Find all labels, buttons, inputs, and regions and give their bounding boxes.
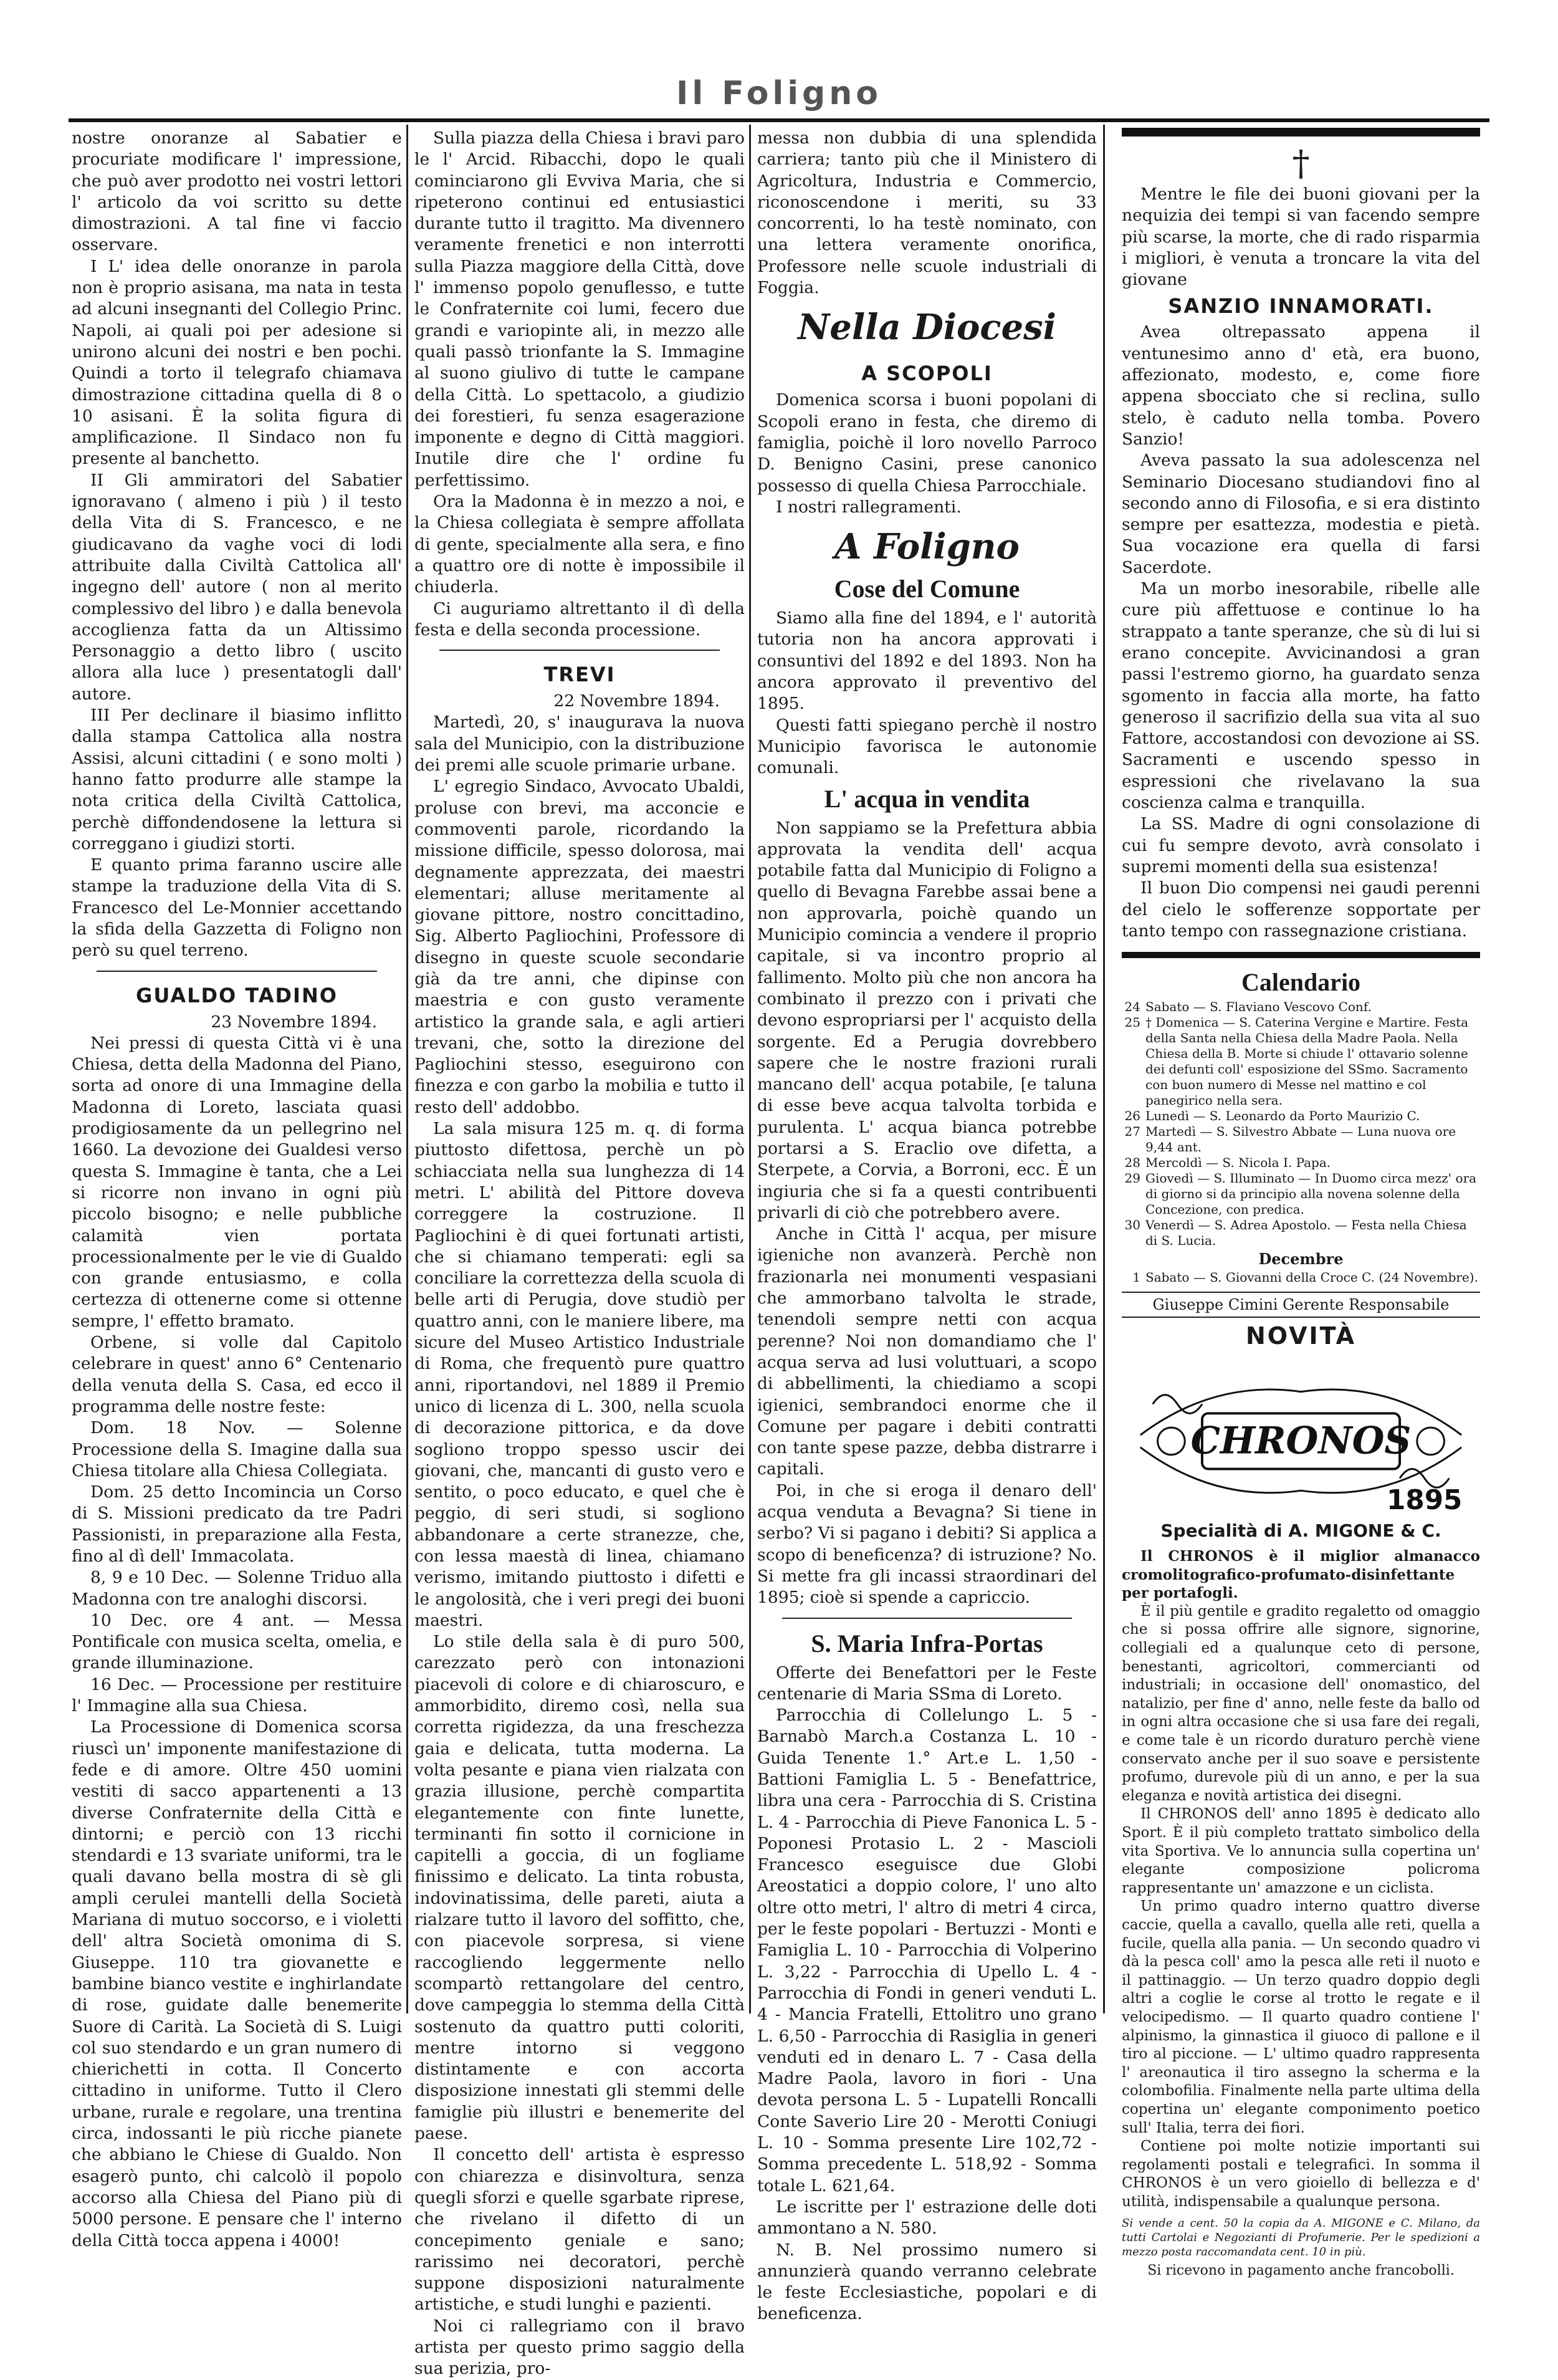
subsection-heading-acqua: L' acqua in vendita — [824, 784, 1030, 813]
paragraph: nostre onoranze al Sabatier e procuriate modificare l' impressione, che può aver prodotto nei vostri lettori l' articolo da voi scritto su dette dimostrazioni. A tal fine vi faccio osservare. — [72, 128, 402, 255]
calendar-row — [1122, 1270, 1480, 1285]
paragraph: Ora la Madonna è in mezzo a noi, e la Chiesa collegiata è sempre affollata di gente, specialmente alla sera, e fino a quattro ore di notte è impossibile il chiuderla. — [414, 492, 745, 597]
divider — [782, 1618, 1072, 1619]
paragraph: La sala misura 125 m. q. di forma piuttosto difettosa, perchè un pò schiacciata nella sua lunghezza di 14 metri. L' abilità del Pittore doveva correggere la costruzione. Il Pagliochini è di quei fortunati artisti, che si chiamano temperati: egli sa conciliare la correttezza della scuola di belle arti di Perugia, dove studiò per quattro anni, con le maniere libere, ma sicure del Museo Artistico Industriale di Roma, che frequentò pure quattro anni, riportandovi, nel 1889 il Premio unico di licenza di L. 300, nella scuola di decorazione pittorica, e da dove sogliono troppo spesso uscir dei giovani, che, mancanti di gusto vero e sentito, o poco educato, e quel che è peggio, di seri studi, si sogliono abbandonare a certe stranezze, che, con lessa maestà di linea, chiamano verismo, imitando piuttosto i difetti e le angolosità, che i veri pregi dei buoni maestri. — [414, 1119, 745, 1630]
calendar-text: Mercoldì — S. Nicola I. Papa. — [1145, 1155, 1331, 1171]
chronos-logo-graphic — [1128, 1354, 1474, 1516]
column-rule — [1103, 125, 1105, 2013]
column-rule — [749, 125, 751, 2013]
section-heading-trevi: TREVI — [543, 663, 616, 687]
paragraph: Sulla piazza della Chiesa i bravi paro le l' Arcid. Ribacchi, dopo le quali cominciarono gli Evviva Maria, che si ripeterono continui ed entusiastici durante tutto il tragitto. Ma divennero veramente frenetici e non interrotti sulla Piazza maggiore della Città, dove l' immenso popolo genuflesso, e tutte le Confraternite coi lumi, fecero due grandi e variopinte ali, in mezzo alle quali passò trionfante la S. Immagine al suono giulivo di tutte le campane della Città. Lo spettacolo, a giudizio dei forestieri, fu senza esagerazione imponente e degno di Città maggiori. Inutile dire che l' ordine fu perfettissimo. — [414, 128, 745, 490]
paragraph: Questi fatti spiegano perchè il nostro Municipio favorisca le autonomie comunali. — [757, 715, 1097, 778]
calendar-text: Venerdì — S. Adrea Apostolo. — Festa nella Chiesa di S. Lucia. — [1145, 1217, 1467, 1249]
calendar-day: 27 — [1124, 1124, 1140, 1140]
paragraph: Orbene, si volle dal Capitolo celebrare in quest' anno 6° Centenario della venuta della S. Casa, ed ecco il programma delle nostre feste: — [72, 1333, 402, 1416]
dateline: 23 Novembre 1894. — [211, 1012, 377, 1032]
paragraph: Mentre le file dei buoni giovani per la nequizia dei tempi si van facendo sempre più scarse, la morte, che di rado risparmia i migliori, è venuta a troncare la vita del giovane — [1122, 185, 1480, 290]
section-heading-foligno: A Foligno — [834, 526, 1020, 568]
masthead-title: Il Foligno — [676, 75, 882, 112]
calendar-day: 29 — [1124, 1171, 1140, 1186]
paragraph: Il buon Dio compensi nei gaudi perenni del cielo le sofferenze sopportate per tanto tempo con rassegnazione cristiana. — [1122, 878, 1480, 941]
paragraph: Il concetto dell' artista è espresso con chiarezza e disinvoltura, senza quegli sforzi e quelle sgarbate riprese, che rivelano il difetto di un concepimento geniale e sano; rarissimo nei decoratori, perchè suppone disposizioni naturalmente artistiche, e studi lunghi e pazienti. — [414, 2145, 745, 2315]
paragraph: Dom. 18 Nov. — Solenne Processione della S. Imagine dalla sua Chiesa titolare alla Chiesa Collegiata. — [72, 1418, 402, 1480]
paragraph: È il più gentile e gradito regaletto od omaggio che si possa offrire alle signore, signorine, collegiali ed a qualunque ceto di persone, benestanti, agricoltori, commercianti od industriali; in occasione dell' onomastico, del natalizio, per fine d' anno, nelle feste da ballo od in ogni altra occasione che si usa fare dei regali, e come tale è un ricordo duraturo perchè viene conservato anche per il suo soave e persistente profumo, durevole più di un anno, e per la sua eleganza e novità artistica dei disegni. — [1122, 1603, 1480, 1804]
paragraph: 10 Dec. ore 4 ant. — Messa Pontificale con musica scelta, omelia, e grande illuminazione. — [72, 1610, 402, 1673]
paragraph: L' egregio Sindaco, Avvocato Ubaldi, proluse con brevi, ma acconcie e commoventi parole, ricordando la missione difficile, spesso dolorosa, mai degnamente apprezzata, dei maestri elementari; alluse meritamente al giovane pittore, nostro concittadino, Sig. Alberto Pagliochini, Professore di disegno in queste scuole secondarie già da tre anni, che dipinse con maestria e con gusto veramente artistico la grande sala, e agli artieri trevani, che, sotto la direzione del Pagliochini stesso, eseguirono con finezza e con garbo la mobilia e tutto il resto dell' addobbo. — [414, 777, 745, 1117]
paragraph: Nei pressi di questa Città vi è una Chiesa, detta della Madonna del Piano, sorta ad onore di una Immagine della Madonna di Loreto, lasciata quasi prodigiosamente da un pellegrino nel 1660. La devozione dei Gualdesi verso questa S. Immagine è tanta, che a Lei si ricorre non invano in ogni più piccolo bisogno; e nelle pubbliche calamità vien portata processionalmente per le vie di Gualdo con grande entusiasmo, e colla certezza di ottenerne come si ottenne sempre, l' effetto bramato. — [72, 1033, 402, 1331]
column-3 — [757, 128, 1097, 2324]
calendar-text: † Domenica — S. Caterina Vergine e Martire. Festa della Santa nella Chiesa della Madre Paola. Nella Chiesa della B. Morte si chiude l' ottavario solenne dei defunti coll' esposizione del SSmo. Sacramento con buon numero di Messe nel mattino e col panegirico nella sera. — [1145, 1015, 1469, 1108]
calendar-month: Decembre — [1258, 1250, 1344, 1269]
ad-fineprint: Si vende a cent. 50 la copia da A. MIGONE e C. Milano, da tutti Cartolai e Negozianti di Profumerie. Per le spedizioni a mezzo posta raccomandata cent. 10 in più. — [1122, 2217, 1480, 2259]
paragraph: Avea oltrepassato appena il ventunesimo anno d' età, era buono, affezionato, modesto, e, come fiore appena sbocciato che si reclina, sullo stelo, è caduto nella tomba. Povero Sanzio! — [1122, 322, 1480, 449]
paragraph: E quanto prima faranno uscire alle stampe la traduzione della Vita di S. Francesco del Le-Monnier accettando la sfida della Gazzetta di Foligno non però su quel terreno. — [72, 855, 402, 961]
paragraph: La SS. Madre di ogni consolazione di cui fu sempre devoto, avrà consolato i supremi momenti della sua esistenza! — [1122, 814, 1480, 876]
paragraph: N. B. Nel prossimo numero si annunzierà quando verranno celebrate le feste Ecclesiastiche, popolari e di beneficenza. — [757, 2240, 1097, 2324]
ad-subheading: Specialità di A. MIGONE & C. — [1160, 1520, 1441, 1542]
paragraph: II Gli ammiratori del Sabatier ignoravano ( almeno i più ) il testo della Vita di S. Francesco, e ne giudicavano da vaghe voci di lodi attribuite dalla Civiltà Cattolica all' ingegno dell' autore ( non al merito complessivo del libro ) e dalla benevola accoglienza fatta da un Altissimo Personaggio a detto libro ( uscito allora alla luce ) presentatogli dall' autore. — [72, 470, 402, 704]
logo-word: CHRONOS — [1190, 1419, 1412, 1463]
paragraph: Le iscritte per l' estrazione delle doti ammontano a N. 580. — [757, 2197, 1097, 2238]
dateline: 22 Novembre 1894. — [553, 691, 720, 711]
paragraph: La Processione di Domenica scorsa riuscì un' imponente manifestazione di fede e di amore. Oltre 450 uomini vestiti di sacco appartenenti a 13 diverse Confraternite della Città e dintorni; e perciò con 13 ricchi stendardi e 13 svariate uniformi, tra le quali davano bella mostra di sè gli ampli cerulei mantelli della Società Mariana di mutuo soccorso, e i violetti dell' altra Società omonima di S. Giuseppe. 110 tra giovanette e bambine bianco vestite e inghirlandate di rose, guidate dalle benemerite Suore di Carità. La Società di S. Luigi col suo stendardo e un gran numero di chierichetti in cotta. Il Concerto cittadino in uniforme. Tutto il Clero urbane, rurale e regolare, una trentina circa, indossanti le più ricche pianete che abbiano le Chiese di Gualdo. Non esagerò punto, chi calcolò il popolo accorso alla Chiesa del Piano più di 5000 persone. E pensare che l' interno della Città tocca appena i 4000! — [72, 1717, 402, 2250]
paragraph: Noi ci rallegriamo con il bravo artista per questo primo saggio della sua perizia, pro- — [414, 2316, 745, 2379]
mourning-band — [1122, 128, 1480, 137]
paragraph: I L' idea delle onoranze in parola non è proprio asisana, ma nata in testa ad alcuni insegnanti del Collegio Princ. Napoli, ai quali poi per adesione si unirono alcuni dei nostri e ben pochi. Quindi a torto il telegrafo chiamava dimostrazione cittadina quella di 8 o 10 asisani. È la solita figura di amplificazione. Il Sindaco non fu presente al banchetto. — [72, 256, 402, 469]
ad-heading: NOVITÀ — [1245, 1322, 1356, 1350]
section-heading-diocesi: Nella Diocesi — [798, 307, 1056, 348]
calendar-row — [1122, 1155, 1480, 1171]
ad-footer: Si ricevono in pagamento anche francobolli. — [1147, 2263, 1455, 2279]
paragraph: Siamo alla fine del 1894, e l' autorità tutoria non ha ancora approvati i consuntivi del 1892 e del 1893. Non ha ancora approvato il preventivo del 1895. — [757, 608, 1097, 714]
calendar-day: 24 — [1124, 999, 1140, 1015]
calendar-row — [1122, 1108, 1480, 1124]
paragraph: Non sappiamo se la Prefettura abbia approvata la vendita dell' acqua potabile fatta dal Municipio di Foligno a quello di Bevagna Farebbe assai bene a non approvarla, poichè quando un Municipio comincia a vendere il proprio capitale, si va incontro proprio al fallimento. Molto più che non ancora ha combinato il prezzo con i privati che devono espropriarsi per l' acquisto della sorgente. Ed a Perugia dovrebbero sapere che le nostre frazioni rurali mancano dell' acqua potabile, [e taluna di esse beve acqua talvolta torbida e purulenta. L' acqua bianca potrebbe portarsi a S. Eraclio ove difetta, a Sterpete, a Corvia, a Borroni, ecc. È un ingiuria che si fa a questi contribuenti privarli di ciò che potrebbero avere. — [757, 818, 1097, 1222]
paragraph: Domenica scorsa i buoni popolani di Scopoli erano in festa, che diremo di famiglia, poichè il loro novello Parroco D. Benigno Casini, prese canonico possesso di quella Chiesa Parrocchiale. — [757, 390, 1097, 496]
calendar-day: 25 — [1124, 1015, 1140, 1030]
divider — [97, 971, 377, 972]
calendar-text: Sabato — S. Giovanni della Croce C. (24 Novembre). — [1145, 1270, 1478, 1285]
calendar — [1122, 999, 1480, 1285]
calendar-day: 28 — [1124, 1155, 1140, 1171]
paragraph: Un primo quadro interno quattro diverse caccie, quella a cavallo, quella alle reti, quella a fucile, quella alla pania. — Un secondo quadro vi dà la pesca coll' amo la pesca alle reti il nuoto e il pattinaggio. — Un terzo quadro doppio degli altri a coglie le corse al trotto le regate e il velocipedismo. — Il quarto quadro contiene l' alpinismo, la ginnastica il giuoco di pallone e il tiro al piccione. — L' ultimo quadro rappresenta l' areonautica il tiro assegno la scherma e la colombofilia. Finalmente nella parte ultima della copertina un' elegante componimento poetico sull' Italia, terra dei fiori. — [1122, 1898, 1480, 2136]
paragraph: Parrocchia di Collelungo L. 5 - Barnabò March.a Costanza L. 10 - Guida Tenente 1.° Art.e L. 1,50 - Battioni Famiglia L. 5 - Benefattrice, libra una cera - Parrocchia di S. Cristina L. 4 - Parrocchia di Pieve Fanonica L. 5 - Poponesi Protasio L. 2 - Mascioli Francesco eseguisce due Globi Areostatici a doppio colore, l' uno alto oltre otto metri, l' altro di metri 4 circa, per le feste popolari - Bertuzzi - Monti e Famiglia L. 10 - Parrocchia di Volperino L. 3,22 - Parrocchia di Upello L. 4 - Parrocchia di Fondi in generi venduti L. 4 - Mancia Fratelli, Ettolitro uno grano L. 6,50 - Parrocchia di Rasiglia in generi venduti ed in denaro L. 7 - Casa della Madre Paola, lavoro in fiori - Una devota persona L. 5 - Lupatelli Roncalli Conte Saverio Lire 20 - Merotti Coniugi L. 10 - Somma presente Lire 102,72 - Somma precedente L. 518,92 - Somma totale L. 621,64. — [757, 1706, 1097, 2195]
paragraph: Contiene poi molte notizie importanti sui regolamenti postali e telegrafici. In somma il CHRONOS è un vero gioiello di bellezza e d' utilità, indispensabile a qualunque persona. — [1122, 2138, 1480, 2210]
paragraph: Poi, in che si eroga il denaro dell' acqua venduta a Bevagna? Si tiene in serbo? Vi si pagano i debiti? Si applica a scopo di beneficenza? di istruzione? No. Si mette fra gli incassi straordinari del 1895; cioè si spende a capriccio. — [757, 1480, 1097, 1608]
calendar-row — [1122, 999, 1480, 1015]
paragraph: messa non dubbia di una splendida carriera; tanto più che il Ministero di Agricoltura, Industria e Commercio, riconoscendone i meriti, su 33 concorrenti, lo ha testè nominato, con una lettera veramente onorifica, Professore nelle scuole industriali di Foggia. — [757, 128, 1097, 298]
section-heading-gualdo: GUALDO TADINO — [136, 983, 338, 1007]
paragraph: Aveva passato la sua adolescenza nel Seminario Diocesano studiandovi fino al secondo anno di Filosofia, e si era distinto sempre per esattezza, modestia e pietà. Sua vocazione era quella di farsi Sacerdote. — [1122, 451, 1480, 577]
paragraph: 8, 9 e 10 Dec. — Solenne Triduo alla Madonna con tre analoghi discorsi. — [72, 1568, 402, 1609]
divider — [439, 650, 720, 651]
column-4 — [1122, 128, 1480, 2279]
paragraph: Offerte dei Benefattori per le Feste centenarie di Maria SSma di Loreto. — [757, 1663, 1097, 1704]
subsection-heading-maria: S. Maria Infra-Portas — [811, 1629, 1043, 1658]
paragraph: Martedì, 20, s' inaugurava la nuova sala del Municipio, con la distribuzione dei premi alle scuole primarie urbane. — [414, 713, 745, 775]
paragraph: Il CHRONOS è il miglior almanacco cromolitografico-profumato-disinfettante per portafogli. — [1122, 1548, 1480, 1602]
masthead — [69, 62, 1489, 122]
calendar-day: 26 — [1124, 1108, 1140, 1124]
calendar-text: Sabato — S. Flaviano Vescovo Conf. — [1145, 999, 1372, 1015]
paragraph: III Per declinare il biasimo inflitto dalla stampa Cattolica alla nostra Assisi, alcuni cittadini ( e sono molti ) hanno fatto produrre alle stampe la nota critica della Civiltà Cattolica, perchè diffondendosene la lettura si correggano i giudizi storti. — [72, 706, 402, 853]
paragraph: Lo stile della sala è di puro 500, carezzato però con intonazioni piacevoli di colore e di chiaroscuro, e ammorbidito, diremo così, nella sua corretta rigidezza, da una freschezza gaia e delicata, tutta moderna. La volta pesante e piana vien rialzata con grazia illusione, perchè compartita elegantemente con finte lunette, terminanti fin sotto il cornicione in capitelli a goccia, di un fogliame finissimo e delicato. La tinta robusta, indovinatissima, delle pareti, aiuta a rialzare tutto il lavoro del soffitto, che, con piacevole sorpresa, si viene raccogliendo leggermente nello scompartò rettangolare del centro, dove campeggia lo stemma della Città sostenuto da quattro putti coloriti, mentre intorno si veggono distintamente e con accorta disposizione innestati gli stemmi delle famiglie più illustri e benemerite del paese. — [414, 1632, 745, 2144]
calendar-text: Martedì — S. Silvestro Abbate — Luna nuova ore 9,44 ant. — [1145, 1124, 1456, 1155]
calendar-row — [1122, 1217, 1480, 1249]
paragraph: Anche in Città l' acqua, per misure igieniche non avanzerà. Perchè non frazionarla nei monumenti vespasiani che ammorbano talvolta le strade, tenendoli sempre netti con acqua perenne? Noi non domandiamo che l' acqua serva ad lusi voluttuari, a scopo di abbellimenti, la chiediamo a scopi igienici, sembrandoci enorme che il Comune per pagare i debiti contratti con tante spese pazze, debba distrarre i capitali. — [757, 1224, 1097, 1479]
calendar-row — [1122, 1171, 1480, 1217]
column-rule — [406, 125, 408, 2013]
divider — [1122, 952, 1480, 958]
paragraph: Ma un morbo inesorabile, ribelle alle cure più affettuose e continue lo ha strappato a tante speranze, che sù di lui si erano concepite. Avvicinandosi a gran passi l'estremo giorno, ha guardato senza sgomento in faccia alla morte, ha fatto generoso il sacrifizio della sua vita al suo Fattore, accostandosi con devozione ai SS. Sacramenti e uscendo spesso in espressioni che rivelavano la sua coscienza calma e tranquilla. — [1122, 579, 1480, 813]
calendar-day: 1 — [1132, 1270, 1140, 1285]
gerente-line: Giuseppe Cimini Gerente Responsabile — [1122, 1292, 1480, 1318]
calendar-text: Giovedì — S. Illuminato — In Duomo circa mezz' ora di giorno si da principio alla novena solenne della Concezione, con predica. — [1145, 1171, 1477, 1217]
calendar-title: Calendario — [1241, 968, 1361, 997]
cross-icon: † — [1292, 143, 1310, 184]
paragraph: I nostri rallegramenti. — [776, 497, 962, 517]
deceased-name: SANZIO INNAMORATI. — [1168, 294, 1434, 319]
calendar-row — [1122, 1015, 1480, 1108]
paragraph: Il CHRONOS dell' anno 1895 è dedicato allo Sport. È il più completo trattato simbolico della vita Sportiva. Ve lo annuncia sulla copertina un' elegante composizione policroma rappresentante un' amazzone e un ciclista. — [1122, 1806, 1480, 1896]
calendar-text: Lunedì — S. Leonardo da Porto Maurizio C. — [1145, 1108, 1420, 1124]
column-2 — [414, 128, 745, 2379]
calendar-row — [1122, 1124, 1480, 1155]
paragraph: Dom. 25 detto Incomincia un Corso di S. Missioni predicato da tre Padri Passionisti, in preparazione alla Festa, fino al dì dell' Immacolata. — [72, 1482, 402, 1566]
logo-year: 1895 — [1387, 1485, 1463, 1517]
subsection-heading-comune: Cose del Comune — [834, 575, 1020, 603]
ad-body — [1122, 1547, 1480, 2211]
paragraph: 16 Dec. — Processione per restituire l' Immagine alla sua Chiesa. — [72, 1674, 402, 1716]
calendar-day: 30 — [1124, 1217, 1140, 1233]
chronos-logo — [1128, 1354, 1474, 1516]
paragraph: Ci auguriamo altrettanto il dì della festa e della seconda processione. — [414, 598, 745, 640]
section-heading-scopoli: A SCOPOLI — [861, 362, 993, 386]
column-1 — [72, 128, 402, 2250]
